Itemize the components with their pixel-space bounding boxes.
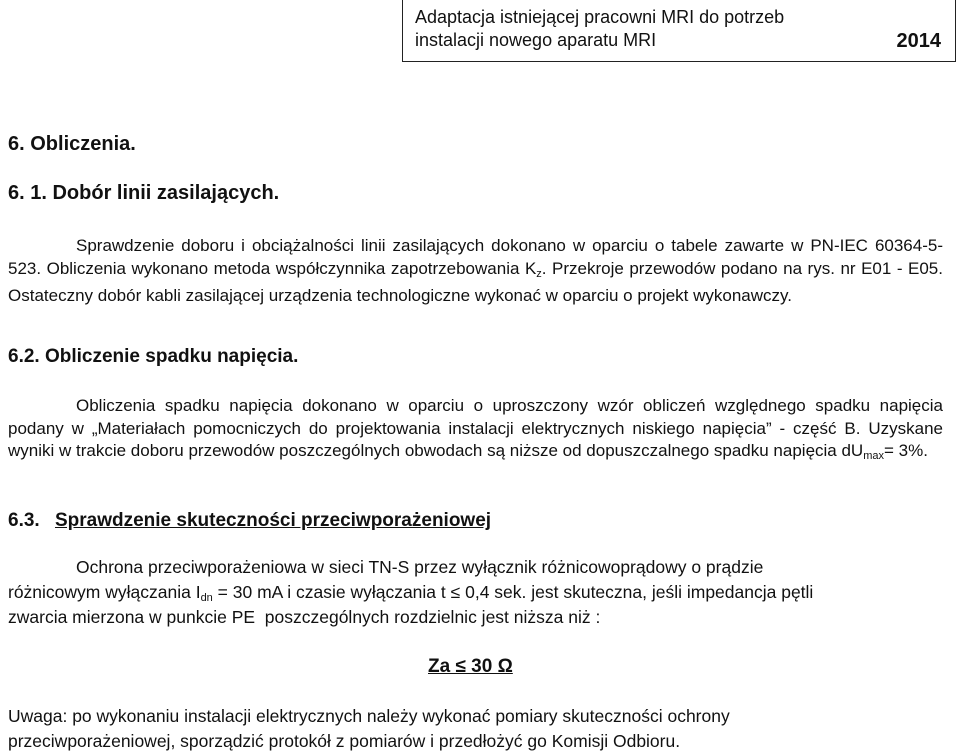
header-year: 2014 bbox=[896, 30, 941, 52]
section-6-2-paragraph bbox=[8, 395, 943, 468]
section-6-3-heading bbox=[8, 510, 491, 532]
note-line1: Uwaga: po wykonaniu instalacji elektrycznych należy wykonać pomiary skuteczności ochrony bbox=[8, 706, 730, 726]
section-6-1-paragraph bbox=[8, 235, 943, 308]
impedance-formula: Za ≤ 30 Ω bbox=[428, 656, 513, 677]
section-6-3-line2-a: różnicowym wyłączania I bbox=[8, 582, 201, 602]
section-6-1-sub: z bbox=[536, 267, 542, 280]
section-6-3-title: Sprawdzenie skuteczności przeciwporażeniowej bbox=[54, 510, 492, 531]
section-6-2-heading: 6.2. Obliczenie spadku napięcia. bbox=[8, 346, 299, 367]
document-header bbox=[402, 0, 956, 62]
note-line2: przeciwporażeniowej, sporządzić protokół z pomiarów i przedłożyć go Komisji Odbioru. bbox=[8, 731, 681, 751]
section-6-3-line1: Ochrona przeciwporażeniowa w sieci TN-S przez wyłącznik różnicowoprądowy o prądzie bbox=[76, 557, 764, 577]
section-6-3-line2-sub: dn bbox=[200, 592, 213, 604]
section-6-2-sub: max bbox=[863, 450, 884, 462]
section-6-3-line3: zwarcia mierzona w punkcie PE poszczególnych rozdzielnic jest niższa niż : bbox=[8, 607, 601, 627]
section-6-3-line2 bbox=[8, 582, 813, 604]
section-6-3-number: 6.3. bbox=[8, 510, 40, 531]
section-6-heading: 6. Obliczenia. bbox=[8, 133, 136, 155]
section-6-2-text-b: = 3%. bbox=[884, 441, 928, 460]
section-6-1-text-b: . Przekroje przewodów podano na rys. nr E01 - E05. Ostateczny dobór kabli zasilającej urządzenia technologiczne wykonać w oparciu o projekt wykonawczy. bbox=[8, 258, 943, 305]
section-6-2-text-a: Obliczenia spadku napięcia dokonano w oparciu o uproszczony wzór obliczeń względnego spadku napięcia podany w „Materiałach pomocniczych do projektowania instalacji elektrycznych niskiego napięcia” - część B. Uzyskane wyniki w trakcie doboru przewodów poszczególnych obwodach są niższe od dopuszczalnego spadku napięcia dU bbox=[8, 396, 943, 460]
header-title-line1: Adaptacja istniejącej pracowni MRI do potrzeb bbox=[415, 7, 785, 27]
section-6-1-heading: 6. 1. Dobór linii zasilających. bbox=[8, 182, 280, 204]
header-title-line2: instalacji nowego aparatu MRI bbox=[415, 30, 657, 50]
section-6-3-line2-b: = 30 mA i czasie wyłączania t ≤ 0,4 sek. jest skuteczna, jeśli impedancja pętli bbox=[212, 582, 814, 602]
header-title bbox=[415, 6, 835, 52]
section-6-1-text-a: Sprawdzenie doboru i obciążalności linii zasilających dokonano w oparciu o tabele zawarte w PN-IEC 60364-5-523. Obliczenia wykonano metoda współczynnika zapotrzebowania K bbox=[8, 236, 943, 278]
